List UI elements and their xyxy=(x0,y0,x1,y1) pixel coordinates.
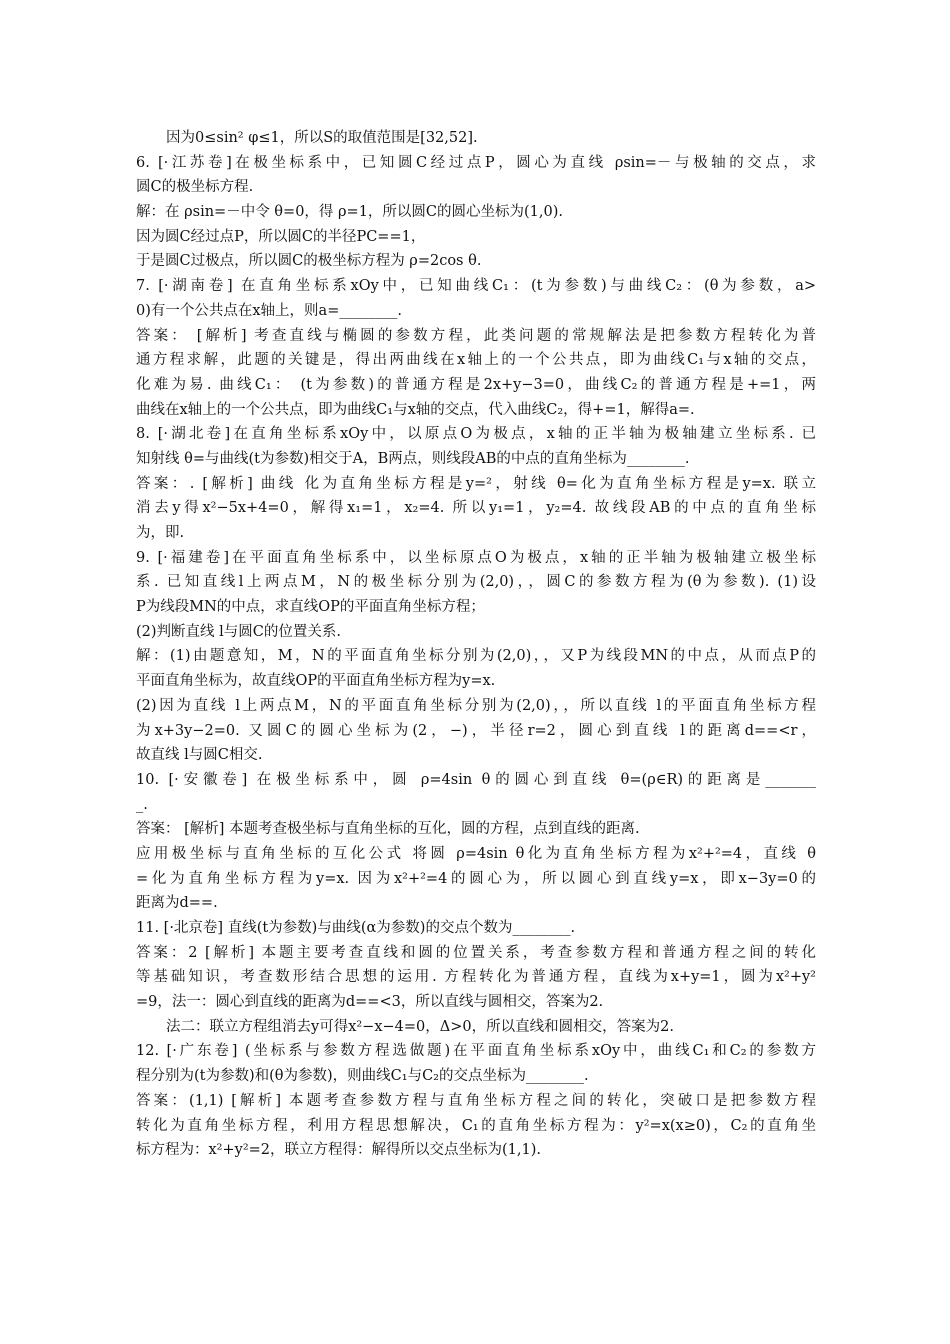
text-line: 因为圆C经过点P，所以圆C的半径PC==1， xyxy=(136,228,426,245)
text-line: 曲线在x轴上的一个公共点，即为曲线C₁与x轴的交点，代入曲线C₂，得+=1，解得a=. xyxy=(136,401,695,418)
text-line: 10. [·安徽卷] 在极坐标系中，圆 ρ=4sin θ的圆心到直线 θ=(ρ∈R)的距离是_______ xyxy=(136,771,816,788)
text-line: 圆C的极坐标方程. xyxy=(136,179,254,196)
text-line: 因为0≤sin² φ≤1，所以S的取值范围是[32,52]. xyxy=(166,130,478,146)
text-line: 法二：联立方程组消去y可得x²−x−4=0，Δ>0，所以直线和圆相交，答案为2. xyxy=(166,1018,674,1035)
text-line: 解：在 ρsin=－中令 θ=0，得 ρ=1，所以圆C的圆心坐标为(1,0). xyxy=(136,204,563,221)
text-line: 化难为易. 曲线C₁： (t为参数)的普通方程是2x+y−3=0，曲线C₂的普通方程是+=1，两 xyxy=(136,376,816,393)
text-line: 答案： [解析] 考查直线与椭圆的参数方程，此类问题的常规解法是把参数方程转化为普 xyxy=(136,327,816,344)
text-line: 标方程为：x²+y²=2，联立方程得：解得所以交点坐标为(1,1). xyxy=(136,1142,541,1159)
text-line: 答案：(1,1) [解析] 本题考查参数方程与直角坐标方程之间的转化，突破口是把参数方程 xyxy=(136,1092,816,1109)
text-line: 6. [·江苏卷]在极坐标系中，已知圆C经过点P，圆心为直线 ρsin=－与极轴的交点，求 xyxy=(136,154,816,171)
text-line: 系. 已知直线l上两点M，N的极坐标分别为(2,0)，，圆C的参数方程为(θ为参数). (1)设 xyxy=(136,574,816,591)
text-line: =9，法一：圆心到直线的距离为d==<3，所以直线与圆相交，答案为2. xyxy=(136,994,604,1011)
text-line: (2)因为直线 l上两点M，N的平面直角坐标分别为(2,0)，，所以直线 l的平面直角坐标方程 xyxy=(136,697,816,714)
text-line: (2)判断直线 l与圆C的位置关系. xyxy=(136,623,341,640)
text-line: 故直线 l与圆C相交. xyxy=(136,747,263,764)
text-line: 等基础知识，考查数形结合思想的运用. 方程转化为普通方程，直线为x+y=1，圆为x²+y² xyxy=(136,969,816,986)
text-line: 程分别为(t为参数)和(θ为参数)，则曲线C₁与C₂的交点坐标为________. xyxy=(136,1068,589,1085)
text-line: 应用极坐标与直角坐标的互化公式 将圆 ρ=4sin θ化为直角坐标方程为x²+²=4，直线 θ xyxy=(136,845,816,862)
text-line: 答案：. [解析] 曲线 化为直角坐标方程是y=²，射线 θ=化为直角坐标方程是y=x. 联立 xyxy=(136,475,816,492)
text-line: 为x+3y−2=0. 又圆C的圆心坐标为(2，−)，半径r=2，圆心到直线 l的距离d==<r， xyxy=(136,722,816,739)
text-line: 解：(1)由题意知，M，N的平面直角坐标分别为(2,0)，，又P为线段MN的中点，从而点P的 xyxy=(136,648,816,665)
text-line: 消去y得x²−5x+4=0，解得x₁=1，x₂=4. 所以y₁=1，y₂=4. 故线段AB的中点的直角坐标 xyxy=(136,500,816,517)
document-page xyxy=(136,126,816,1163)
text-line: 知射线 θ=与曲线(t为参数)相交于A，B两点，则线段AB的中点的直角坐标为________. xyxy=(136,450,690,467)
text-line: 平面直角坐标为，故直线OP的平面直角坐标方程为y=x. xyxy=(136,673,496,690)
text-line: 转化为直角坐标方程，利用方程思想解决，C₁的直角坐标方程为：y²=x(x≥0)，C₂的直角坐 xyxy=(136,1117,816,1134)
text-line: 7. [·湖南卷] 在直角坐标系xOy中，已知曲线C₁：(t为参数)与曲线C₂：(θ为参数，a> xyxy=(136,278,816,295)
text-line: =化为直角坐标方程为y=x. 因为x²+²=4的圆心为，所以圆心到直线y=x，即x−3y=0的 xyxy=(136,870,816,887)
text-line: 11. [·北京卷] 直线(t为参数)与曲线(α为参数)的交点个数为________. xyxy=(136,920,576,936)
text-line: 答案： [解析] 本题考查极坐标与直角坐标的互化，圆的方程，点到直线的距离. xyxy=(136,821,640,838)
text-line: P为线段MN的中点，求直线OP的平面直角坐标方程； xyxy=(136,599,485,616)
text-line: 于是圆C过极点，所以圆C的极坐标方程为 ρ=2cos θ. xyxy=(136,253,482,270)
text-line: 0)有一个公共点在x轴上，则a=________. xyxy=(136,302,402,319)
text-line: 距离为d==. xyxy=(136,895,218,912)
text-line: 12. [·广东卷] (坐标系与参数方程选做题)在平面直角坐标系xOy中，曲线C₁和C₂的参数方 xyxy=(136,1043,816,1060)
text-line: 通方程求解，此题的关键是，得出两曲线在x轴上的一个公共点，即为曲线C₁与x轴的交点， xyxy=(136,352,816,369)
text-line: 答案：2 [解析] 本题主要考查直线和圆的位置关系，考查参数方程和普通方程之间的转化 xyxy=(136,944,816,961)
text-line: 8. [·湖北卷]在直角坐标系xOy中，以原点O为极点，x轴的正半轴为极轴建立坐标系. 已 xyxy=(136,426,816,443)
text-line: _. xyxy=(136,796,148,813)
text-line: 9. [·福建卷]在平面直角坐标系中，以坐标原点O为极点，x轴的正半轴为极轴建立极坐标 xyxy=(136,549,816,566)
text-line: 为，即. xyxy=(136,525,185,541)
